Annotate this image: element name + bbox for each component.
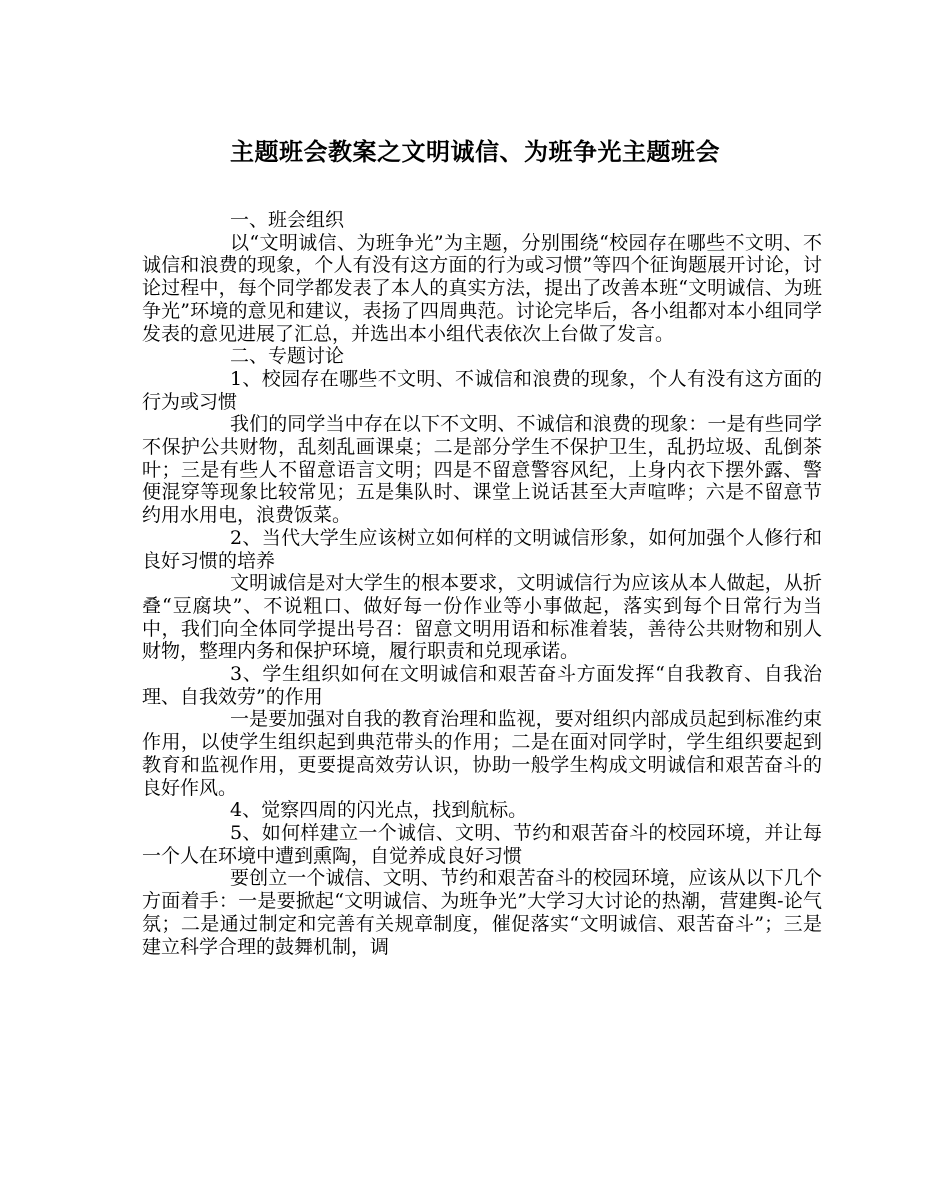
- question-heading: 1、校园存在哪些不文明、不诚信和浪费的现象，个人有没有这方面的行为或习惯: [142, 367, 822, 413]
- question-heading: 4、觉察四周的闪光点，找到航标。: [230, 799, 528, 822]
- document-body: [142, 209, 822, 958]
- question-heading: 3、学生组织如何在文明诚信和艰苦奋斗方面发挥“自我教育、自我治理、自我效劳”的作用: [142, 663, 822, 708]
- paragraph: 文明诚信是对大学生的根本要求，文明诚信行为应该从本人做起，从折叠“豆腐块”、不说粗口、做好每一份作业等小事做起，落实到每个日常行为当中，我们向全体同学提出号召：留意文明用语和标准着装，善待公共财物和别人财物，整理内务和保护环境，履行职责和兑现承诺。: [142, 572, 822, 663]
- question-heading: 5、如何样建立一个诚信、文明、节约和艰苦奋斗的校园环境，并让每一个人在环境中遭到熏陶，自觉养成良好习惯: [142, 821, 822, 867]
- question-heading: 2、当代大学生应该树立如何样的文明诚信形象，如何加强个人修行和良好习惯的培养: [142, 526, 822, 572]
- paragraph: 一是要加强对自我的教育治理和监视，要对组织内部成员起到标准约束作用，以使学生组织起到典范带头的作用；二是在面对同学时，学生组织要起到教育和监视作用，更要提高效劳认识，协助一般学生构成文明诚信和艰苦奋斗的良好作风。: [142, 708, 822, 799]
- paragraph: 我们的同学当中存在以下不文明、不诚信和浪费的现象：一是有些同学不保护公共财物，乱刻乱画课桌；二是部分学生不保护卫生，乱扔垃圾、乱倒茶叶；三是有些人不留意语言文明；四是不留意警容风纪，上身内衣下摆外露、警便混穿等现象比较常见；五是集队时、课堂上说话甚至大声喧哗；六是不留意节约用水用电，浪费饭菜。: [142, 413, 822, 527]
- section-heading-discussion: 二、专题讨论: [230, 345, 345, 368]
- paragraph: 要创立一个诚信、文明、节约和艰苦奋斗的校园环境，应该从以下几个方面着手：一是要掀起“文明诚信、为班争光”大学习大讨论的热潮，营建舆-论气氛；二是通过制定和完善有关规章制度，催促落实“文明诚信、艰苦奋斗”；三是建立科学合理的鼓舞机制，调: [142, 867, 822, 958]
- section-heading-organization: 一、班会组织: [230, 209, 345, 231]
- paragraph: 以“文明诚信、为班争光”为主题，分别围绕“校园存在哪些不文明、不诚信和浪费的现象，个人有没有这方面的行为或习惯”等四个征询题展开讨论，讨论过程中，每个同学都发表了本人的真实方法，提出了改善本班“文明诚信、为班争光”环境的意见和建议，表扬了四周典范。讨论完毕后，各小组都对本小组同学发表的意见进展了汇总，并选出本小组代表依次上台做了发言。: [142, 231, 822, 345]
- document-title: 主题班会教案之文明诚信、为班争光主题班会: [230, 137, 720, 166]
